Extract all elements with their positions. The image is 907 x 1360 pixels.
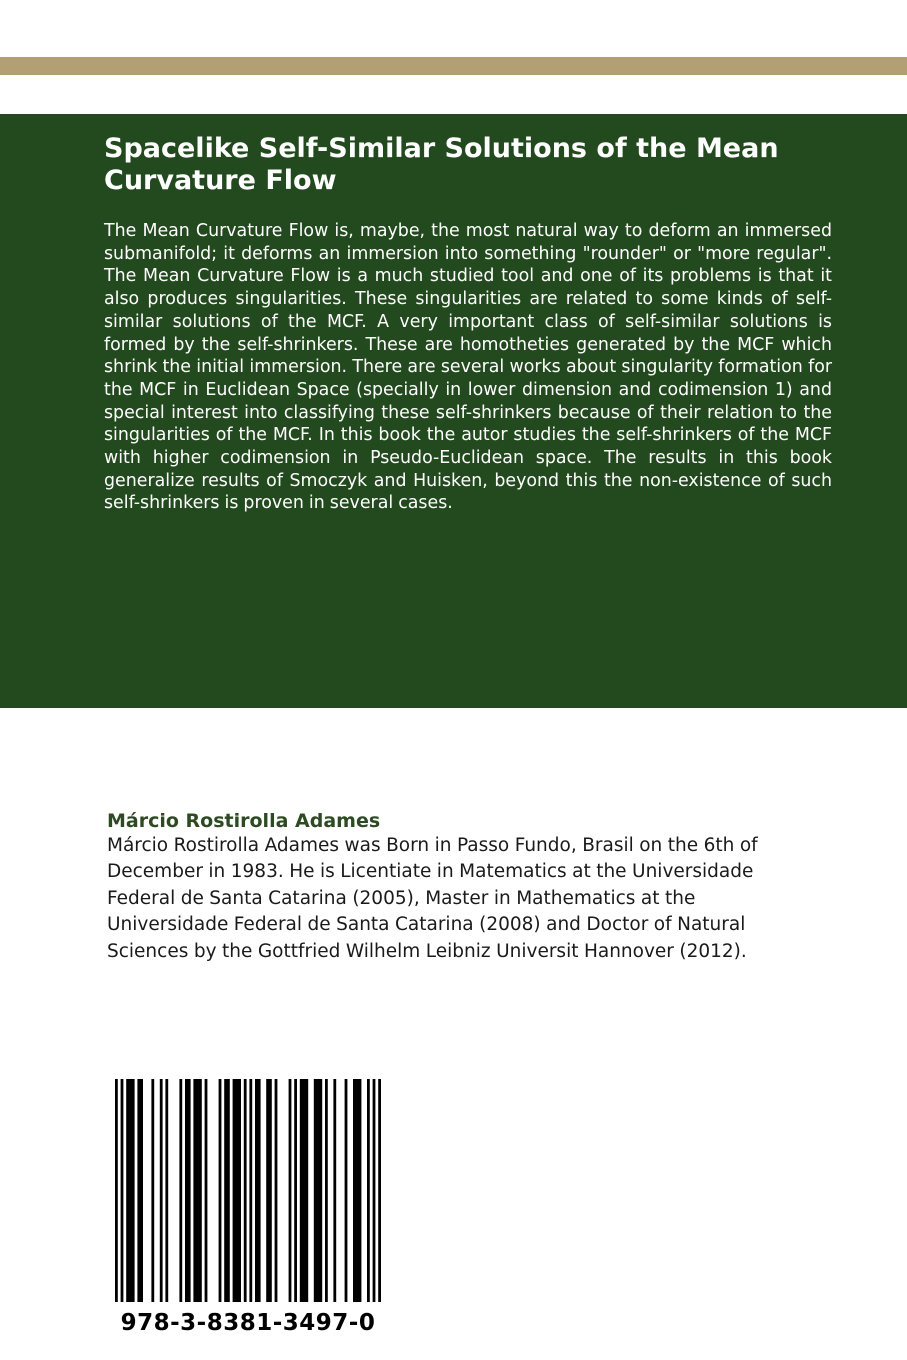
barcode-bar: [179, 1079, 182, 1302]
barcode-bar: [325, 1079, 328, 1302]
barcode-bars: [115, 1079, 381, 1302]
barcode-bar: [126, 1079, 134, 1302]
barcode-bar: [151, 1079, 154, 1302]
barcode-bar: [121, 1079, 124, 1302]
barcode-bar: [205, 1079, 208, 1302]
barcode-bar: [185, 1079, 191, 1302]
barcode-bar: [345, 1079, 348, 1302]
barcode-bar: [373, 1079, 376, 1302]
author-bio-line: December in 1983. He is Licentiate in Matematics at the Universidade: [107, 861, 754, 883]
barcode: [115, 1079, 381, 1302]
barcode-bar: [266, 1079, 272, 1302]
barcode-bar: [219, 1079, 222, 1302]
isbn-number: 978-3-8381-3497-0: [120, 1310, 376, 1336]
barcode-bar: [333, 1079, 336, 1302]
barcode-bar: [314, 1079, 322, 1302]
barcode-bar: [115, 1079, 118, 1302]
author-bio-line: Universidade Federal de Santa Catarina (2008) and Doctor of Natural: [107, 914, 746, 936]
author-name: Márcio Rostirolla Adames: [107, 810, 381, 832]
barcode-bar: [244, 1079, 247, 1302]
barcode-bar: [289, 1079, 292, 1302]
author-bio: [107, 833, 847, 965]
author-bio-line: Federal de Santa Catarina (2005), Master in Mathematics at the: [107, 887, 696, 909]
barcode-bar: [160, 1079, 163, 1302]
barcode-bar: [137, 1079, 143, 1302]
author-bio-line: Márcio Rostirolla Adames was Born in Passo Fundo, Brasil on the 6th of: [107, 835, 758, 856]
barcode-bar: [193, 1079, 201, 1302]
barcode-bar: [255, 1079, 261, 1302]
barcode-bar: [275, 1079, 278, 1302]
barcode-bar: [233, 1079, 241, 1302]
barcode-bar: [294, 1079, 297, 1302]
barcode-bar: [367, 1079, 370, 1302]
barcode-bar: [249, 1079, 252, 1302]
barcode-bar: [165, 1079, 168, 1302]
top-decorative-band: [0, 57, 907, 75]
barcode-bar: [353, 1079, 361, 1302]
book-description: The Mean Curvature Flow is, maybe, the most natural way to deform an immersed submanifold; it deforms an immersion into something "rounder" or "more regular". The Mean Curvature Flow is a much studied tool and one of its problems is that it also produces singularities. These singularities are related to some kinds of self-similar solutions of the MCF. A very important class of self-similar solutions is formed by the self-shrinkers. These are homotheties generated by the MCF which shrink the initial immersion. There are several works about singularity formation for the MCF in Euclidean Space (specially in lower dimension and codimension 1) and special interest into classifying these self-shrinkers because of their relation to the singularities of the MCF. In this book the autor studies the self-shrinkers of the MCF with higher codimension in Pseudo-Euclidean space. The results in this book generalize results of Smoczyk and Huisken, beyond this the non-existence of such self-shrinkers is proven in several cases.: [104, 221, 832, 514]
author-bio-line: Sciences by the Gottfried Wilhelm Leibniz Universit Hannover (2012).: [107, 940, 747, 962]
barcode-bar: [224, 1079, 230, 1302]
barcode-bar: [300, 1079, 308, 1302]
barcode-bar: [378, 1079, 381, 1302]
book-title: Spacelike Self-Similar Solutions of the Mean Curvature Flow: [104, 133, 779, 196]
